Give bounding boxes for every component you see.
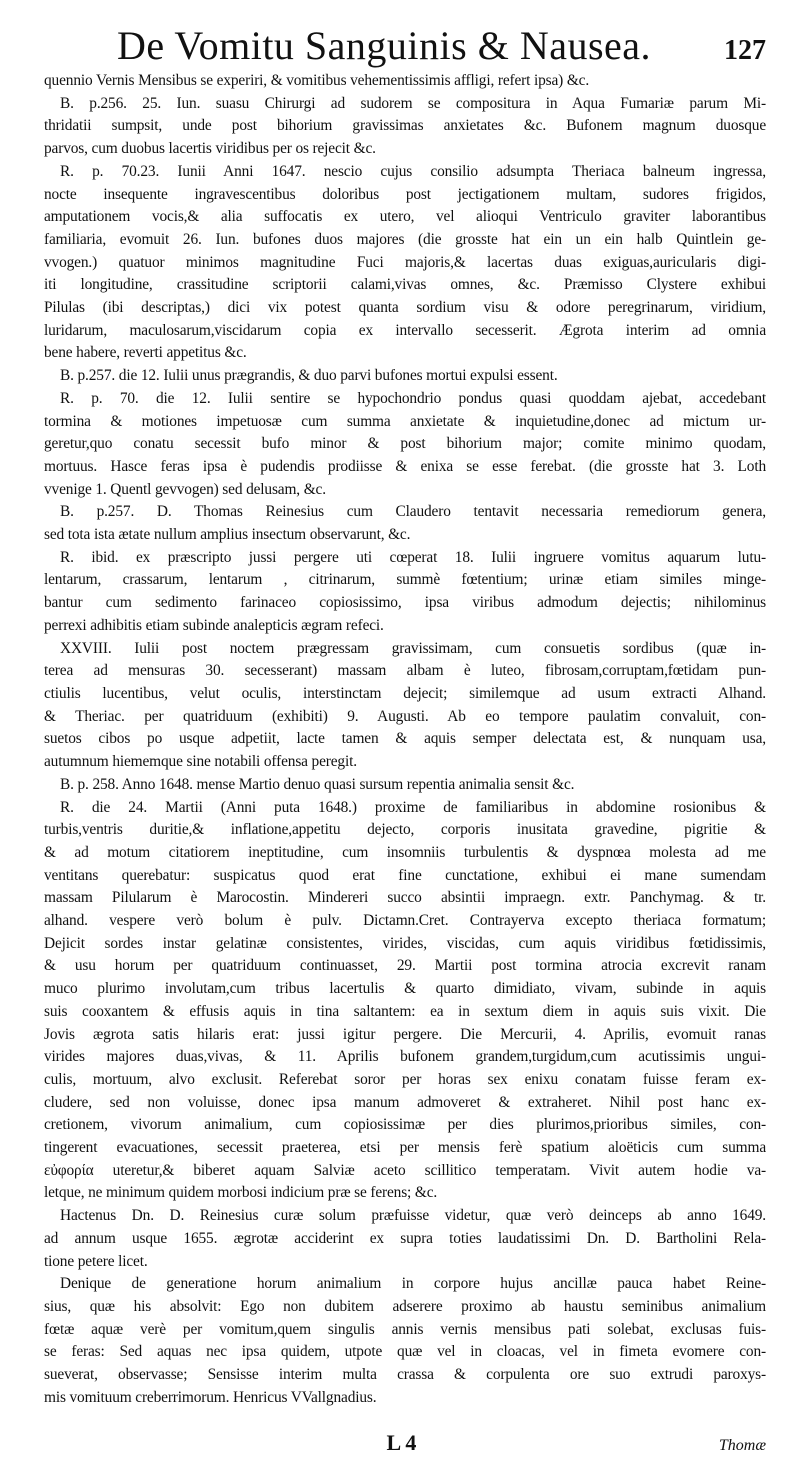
paragraph xyxy=(44,93,766,161)
text-line: cludere, sed non voluisse, donec ipsa manum admoveret & extraheret. Nihil post hanc ex- xyxy=(44,1093,766,1111)
text-line: sed tota ista ætate nullum amplius insectum observarunt, &c. xyxy=(44,526,411,544)
text-line: familiaria, evomuit 26. Iun. bufones duos majores (die grosste hat ein un ein halb Quintlein ge- xyxy=(44,230,766,248)
text-line: letque, ne minimum quidem morbosi indicium præ se ferens; &c. xyxy=(44,1184,438,1202)
text-line: B. p.257. die 12. Iulii unus prægrandis, & duo parvi bufones mortui expulsi essent. xyxy=(60,367,558,385)
text-line: parvos, cum duobus lacertis viridibus per os rejecit &c. xyxy=(44,140,376,158)
page-number: 127 xyxy=(724,35,766,66)
text-line: suis cooxantem & effusis aquis in tina saltantem: ea in sextum diem in aquis suis vixit. Die xyxy=(44,1002,766,1020)
text-line: & usu horum per quatriduum continuasset, 29. Martii post tormina atrocia excrevit ranam xyxy=(44,957,766,975)
text-line: Pilulas (ibi descriptas,) dici vix potest quanta sordium visu & odore peregrinarum, viridium, xyxy=(44,299,766,317)
text-line: B. p.257. D. Thomas Reinesius cum Claudero tentavit necessaria remediorum genera, xyxy=(60,503,766,521)
text-line: & ad motum citatiorem ineptitudine, cum insomniis turbulentis & dyspnœa molesta ad me xyxy=(44,843,766,861)
paragraph xyxy=(44,547,766,638)
text-line: culis, mortuum, alvo exclusit. Referebat soror per horas sex enixu conatam fuisse feram ex- xyxy=(44,1070,766,1088)
text-line: vvenige 1. Quentl gevvogen) sed delusam, &c. xyxy=(44,480,326,498)
text-line: & Theriac. per quatriduum (exhibiti) 9. Augusti. Ab eo tempore paulatim convaluit, con- xyxy=(44,707,766,725)
text-line: B. p.256. 25. Iun. suasu Chirurgi ad sudorem se compositura in Aqua Fumariæ parum Mi- xyxy=(60,94,766,112)
text-line: R. p. 70. die 12. Iulii sentire se hypochondrio pondus quasi quoddam ajebat, accedebant xyxy=(60,389,766,407)
text-line: autumnum hiememque sine notabili offensa peregit. xyxy=(44,753,357,771)
text-line: R. die 24. Martii (Anni puta 1648.) proxime de familiaribus in abdomine rosionibus & xyxy=(60,798,766,816)
text-line: suetos cibos po usque adpetiit, lacte tamen & aquis semper delectata est, & nunquam usa, xyxy=(44,730,766,748)
text-line: amputationem vocis,& alia suffocatis ex utero, vel alioqui Ventriculo graviter laborantibus xyxy=(44,208,766,226)
text-line: luridarum, maculosarum,viscidarum copia ex intervallo secesserit. Ægrota interim ad omnia xyxy=(44,321,766,339)
paragraph xyxy=(44,1273,766,1409)
text-line: terea ad mensuras 30. secesserant) massam albam è luteo, fibrosam,corruptam,fœtidam pun- xyxy=(44,662,766,680)
text-line: nocte insequente ingravescentibus doloribus post jectigationem multam, sudores frigidos, xyxy=(44,185,766,203)
text-line: Dejicit sordes instar gelatinæ consistentes, virides, viscidas, cum aquis viridibus fœtidissimis, xyxy=(44,934,766,952)
text-line: mortuus. Hasce feras ipsa è pudendis prodiisse & enixa se esse ferebat. (die grosste hat 3. Loth xyxy=(44,457,766,475)
text-line: mis vomituum creberrimorum. Henricus VVallgnadius. xyxy=(44,1388,377,1406)
paragraph xyxy=(44,638,766,774)
text-line: bene habere, reverti appetitus &c. xyxy=(44,344,247,362)
text-line: Hactenus Dn. D. Reinesius curæ solum præfuisse videtur, quæ verò deinceps ab anno 1649. xyxy=(60,1207,766,1225)
text-line: cretionem, vivorum animalium, cum copiosissimæ per dies plurimos,prioribus similes, con- xyxy=(44,1116,766,1134)
running-title: De Vomitu Sanguinis & Nausea. xyxy=(116,23,652,68)
text-line: ctiulis lucentibus, velut oculis, interstinctam dejecit; similemque ad usum extracti Alhand. xyxy=(44,684,766,702)
signature-mark: L 4 xyxy=(386,1430,417,1455)
text-line: vvogen.) quatuor minimos magnitudine Fuci majoris,& lacertas duas exiguas,auricularis digi- xyxy=(44,253,766,271)
paragraph xyxy=(44,388,766,502)
paragraph xyxy=(44,774,766,797)
text-line: Jovis ægrota satis hilaris erat: jussi igitur pergere. Die Mercurii, 4. Aprilis, evomuit ranas xyxy=(44,1025,766,1043)
text-line: lentarum, crassarum, lentarum , citrinarum, summè fœtentium; urinæ etiam similes minge- xyxy=(44,571,766,589)
paragraph xyxy=(44,1205,766,1273)
text-line: geretur,quo conatu secessit bufo minor & post bihorium major; comite minimo quodam, xyxy=(44,435,766,453)
paragraph xyxy=(44,501,766,546)
catchword: Thomæ xyxy=(718,1437,766,1454)
text-line: iti longitudine, crassitudine scriptorii calami,vivas omnes, &c. Præmisso Clystere exhibui xyxy=(44,276,766,294)
text-line: turbis,ventris duritie,& inflatione,appetitu dejecto, corporis inusitata gravedine, pigritie & xyxy=(44,821,766,839)
text-line: εὐφορία uteretur,& biberet aquam Salviæ aceto scillitico temperatam. Vivit autem hodie va- xyxy=(44,1161,766,1179)
text-line: tormina & motiones impetuosæ cum summa anxietate & inquietudine,donec ad mictum ur- xyxy=(44,412,766,430)
text-line: fœtæ aquæ verè per vomitum,quem singulis annis vernis mensibus pati solebat, exclusas fuis- xyxy=(44,1320,766,1338)
text-line: virides majores duas,vivas, & 11. Aprilis bufonem grandem,turgidum,cum acutissimis ungui- xyxy=(44,1048,766,1066)
body-text xyxy=(44,70,766,1409)
text-line: sius, quæ his absolvit: Ego non dubitem adserere proximo ab haustu seminibus animalium xyxy=(44,1297,766,1315)
text-line: sueverat, observasse; Sensisse interim multa crassa & corpulenta ore suo extrudi paroxys- xyxy=(44,1366,766,1384)
text-line: ventitans querebatur: suspicatus quod erat fine cunctatione, exhibui ei mane sumendam xyxy=(44,866,766,884)
paragraph xyxy=(44,161,766,365)
text-line: B. p. 258. Anno 1648. mense Martio denuo quasi sursum repentia animalia sensit &c. xyxy=(60,775,575,793)
text-line: R. ibid. ex præscripto jussi pergere uti cœperat 18. Iulii ingruere vomitus aquarum lutu- xyxy=(60,548,766,566)
text-line: massam Pilularum è Marocostin. Mindereri succo absintii impraegn. extr. Panchymag. & tr. xyxy=(44,889,766,907)
text-line: R. p. 70.23. Iunii Anni 1647. nescio cujus consilio adsumpta Theriaca balneum ingressa, xyxy=(60,162,766,180)
text-line: perrexi adhibitis etiam subinde analepticis ægram refeci. xyxy=(44,616,384,634)
text-line: tione petere licet. xyxy=(44,1252,148,1270)
page-footer xyxy=(44,1430,766,1456)
text-line: alhand. vespere verò bolum è pulv. Dictamn.Cret. Contrayerva excepto theriaca formatum; xyxy=(44,912,766,930)
text-line: tingerent evacuationes, secessit praeterea, etsi per mensis ferè spatium aloëticis cum summa xyxy=(44,1139,766,1157)
text-line: XXVIII. Iulii post noctem prægressam gravissimam, cum consuetis sordibus (quæ in- xyxy=(60,639,766,657)
paragraph xyxy=(44,797,766,1206)
page-header xyxy=(44,22,766,70)
text-line: muco plurimo involutam,cum tribus lacertulis & quarto dimidiato, vivam, subinde in aquis xyxy=(44,980,766,998)
text-line: quennio Vernis Mensibus se experiri, & vomitibus vehementissimis affligi, refert ipsa) &c. xyxy=(44,72,590,89)
paragraph xyxy=(44,70,766,93)
text-line: ad annum usque 1655. ægrotæ acciderint ex supra toties laudatissimi Dn. D. Bartholini Rela- xyxy=(44,1229,766,1247)
text-line: thridatii sumpsit, unde post bihorium gravissimas anxietates &c. Bufonem magnum duosque xyxy=(44,117,766,135)
text-line: bantur cum sedimento farinaceo copiosissimo, ipsa viribus admodum dejectis; nihilominus xyxy=(44,594,766,612)
text-line: se feras: Sed aquas nec ipsa quidem, utpote quæ vel in cloacas, vel in fimeta evomere con- xyxy=(44,1343,766,1361)
paragraph xyxy=(44,365,766,388)
text-line: Denique de generatione horum animalium in corpore hujus ancillæ pauca habet Reine- xyxy=(60,1275,766,1293)
